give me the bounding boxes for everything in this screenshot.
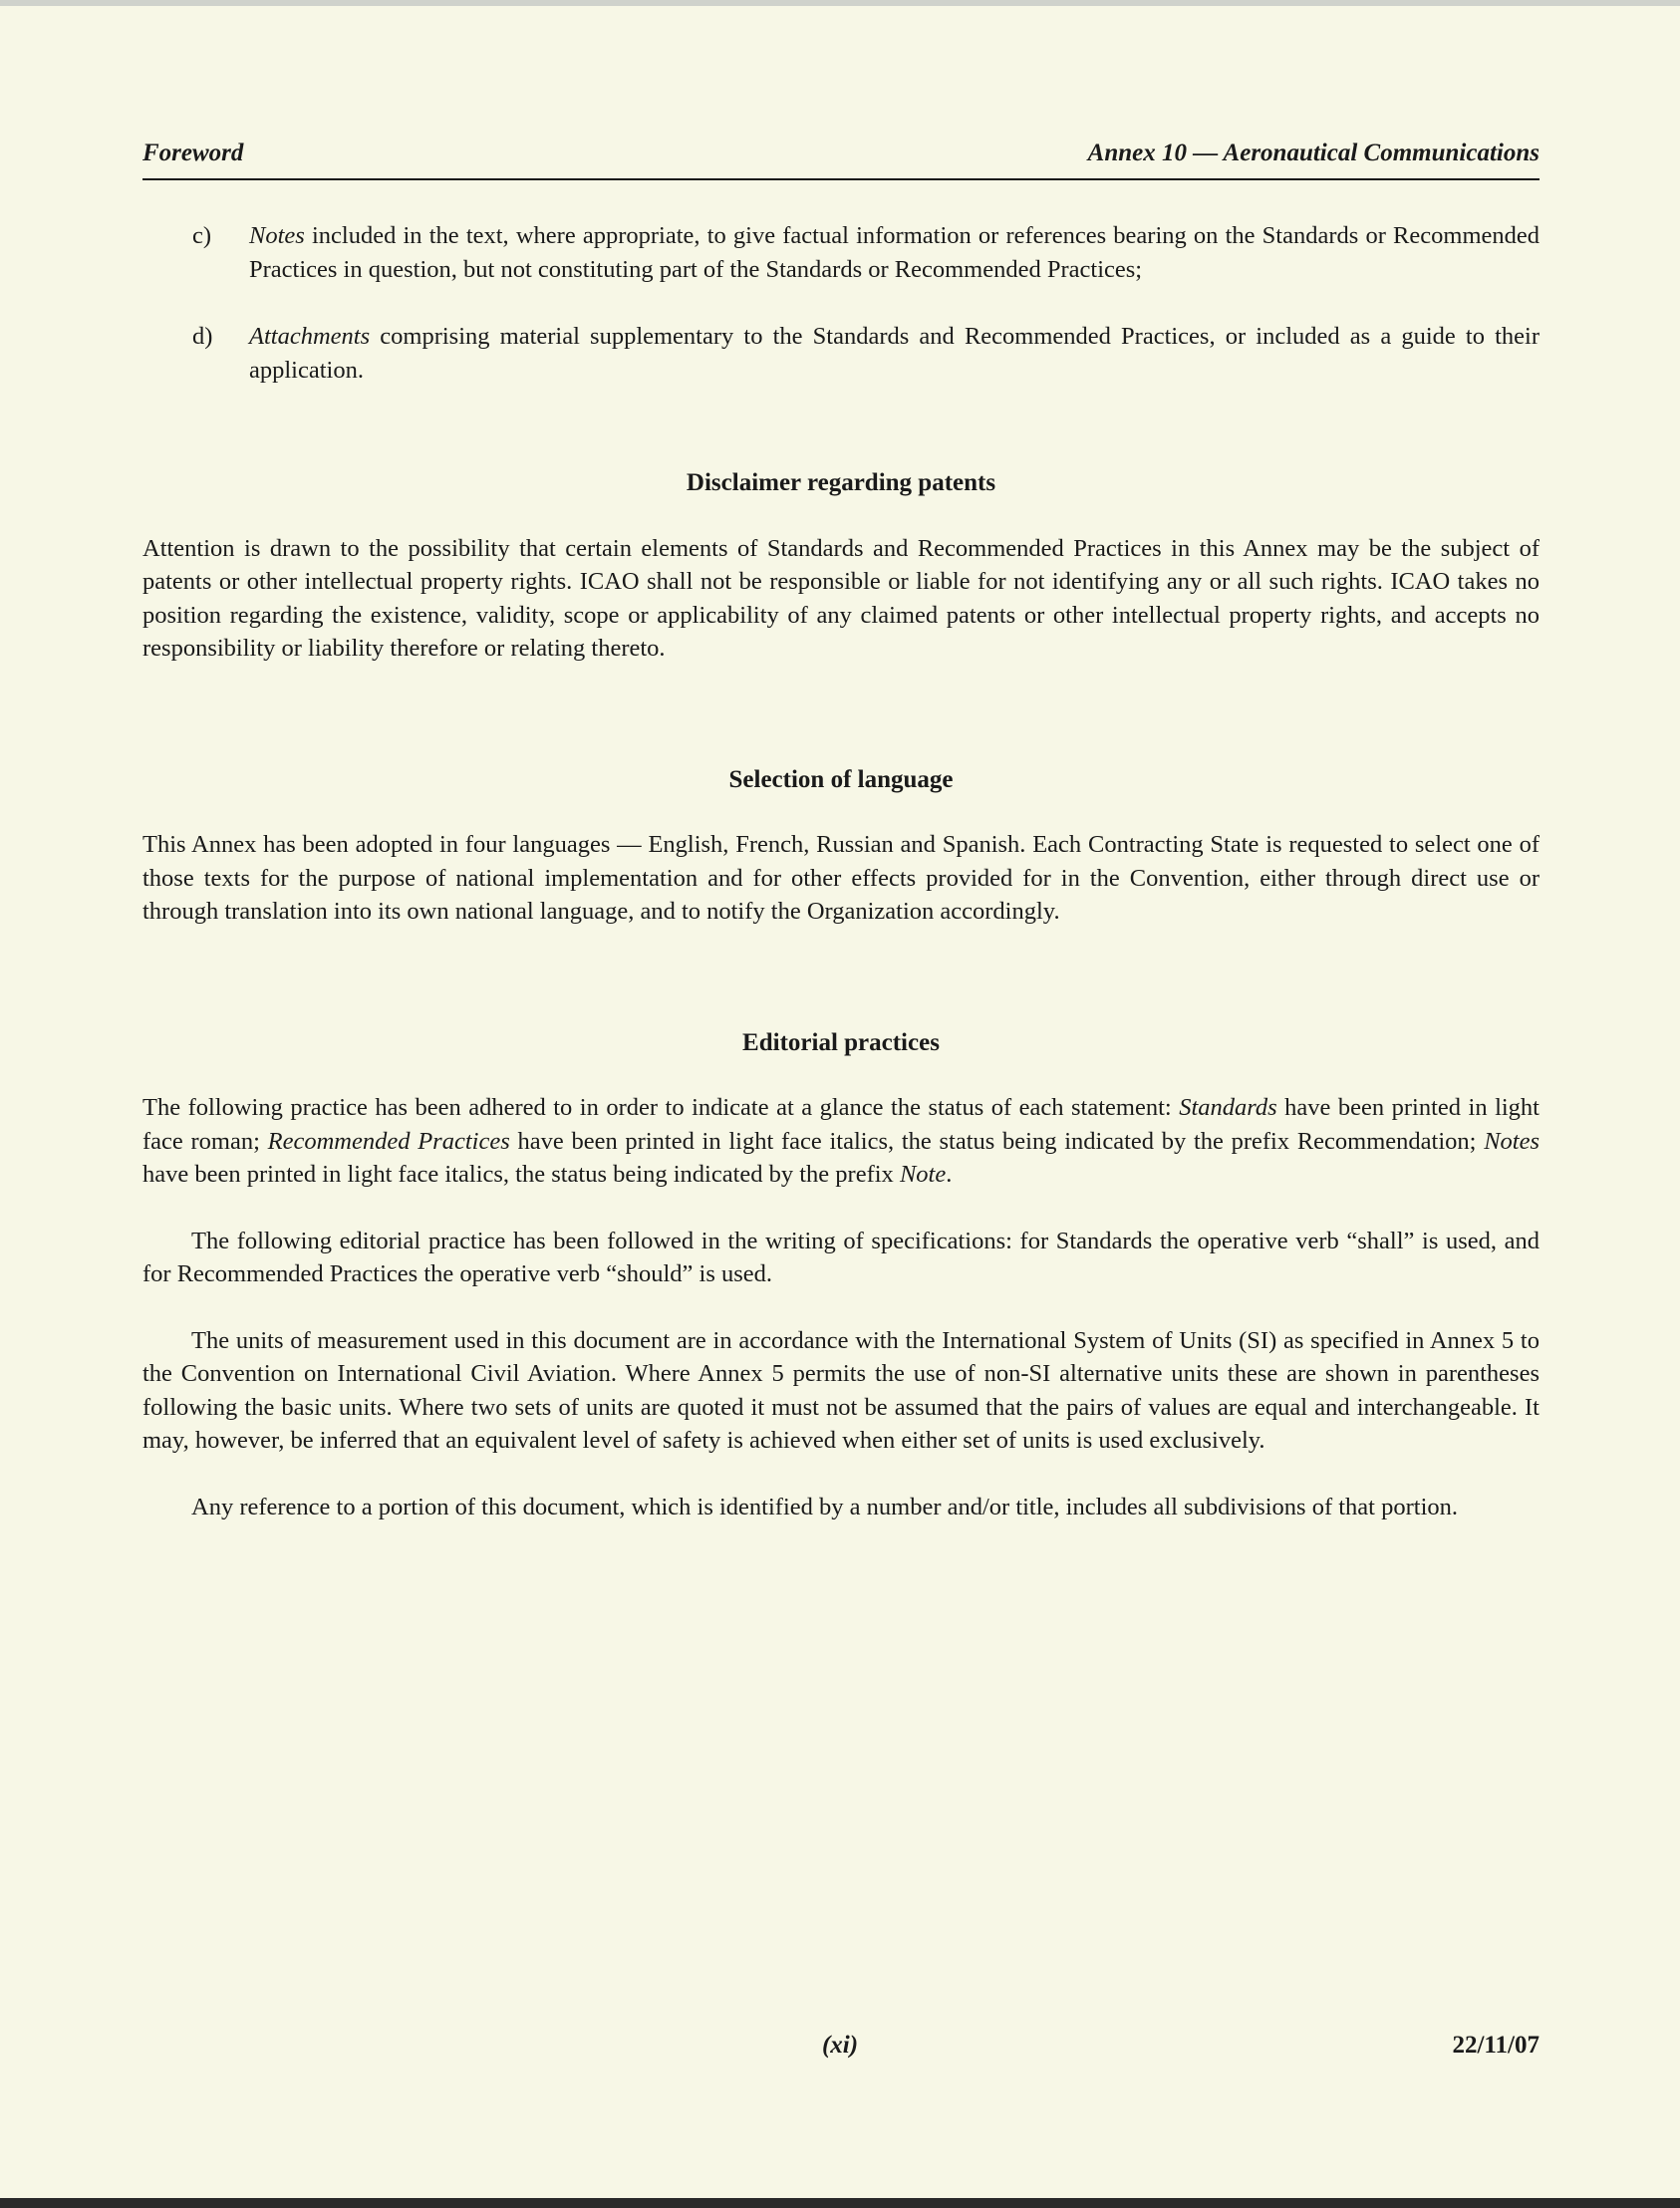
list-item-text: comprising material supplementary to the Standards and Recommended Practices, or included as a guide to their application. <box>249 323 1540 384</box>
list-item-d <box>142 320 1540 387</box>
text-run: have been printed in light face italics, the status being indicated by the prefix <box>142 1161 900 1188</box>
page-number: (xi) <box>821 2032 859 2059</box>
page-content <box>142 219 1540 1523</box>
list-item-c <box>142 219 1540 286</box>
text-run: have been printed in light face roman; <box>142 1094 1540 1155</box>
italic-run: Note <box>899 1161 947 1188</box>
italic-run: Standards <box>1179 1094 1277 1121</box>
list-item-text: included in the text, where appropriate, to give factual information or references bearing on the Standards or Recommended Practices in question, but not constituting part of the Standards or Recommended Practices; <box>249 222 1540 283</box>
language-paragraph: This Annex has been adopted in four languages — English, French, Russian and Spanish. Each Contracting State is requested to select one of those texts for the purpose of national implementation and for other effects provided for in the Convention, either through direct use or through translation into its own national language, and to notify the Organization accordingly. <box>142 831 1540 925</box>
disclaimer-paragraph: Attention is drawn to the possibility that certain elements of Standards and Recommended Practices in this Annex may be the subject of patents or other intellectual property rights. ICAO shall not be responsible or liable for not identifying any or all such rights. ICAO takes no position regarding the existence, validity, scope or applicability of any claimed patents or other intellectual property rights, and accepts no responsibility or liability therefore or relating thereto. <box>142 534 1540 662</box>
text-run: . <box>946 1161 953 1188</box>
editorial-paragraph-3: The units of measurement used in this document are in accordance with the International System of Units (SI) as specified in Annex 5 to the Convention on International Civil Aviation. Where Annex 5 permits the use of non-SI alternative units these are shown in parentheses following the basic units. Where two sets of units are quoted it must not be assumed that the pairs of values are equal and interchangeable. It may, however, be inferred that an equivalent level of safety is achieved when either set of units is used exclusively. <box>142 1326 1540 1454</box>
editorial-heading: Editorial practices <box>742 1028 940 1056</box>
editorial-paragraph-1 <box>142 1091 1540 1192</box>
scan-bottom-edge <box>0 2198 1680 2208</box>
list-item-lead: Attachments <box>249 323 371 350</box>
scan-top-edge <box>0 0 1680 6</box>
footer-date: 22/11/07 <box>1452 2032 1540 2059</box>
disclaimer-heading: Disclaimer regarding patents <box>686 469 996 496</box>
language-heading: Selection of language <box>728 765 954 793</box>
page-header <box>142 139 1540 179</box>
list-item-body <box>249 219 1540 286</box>
list-marker: d) <box>192 323 213 350</box>
editorial-paragraph-2: The following editorial practice has been followed in the writing of specifications: for Standards the operative verb “shall” is used, and for Recommended Practices the operative verb “should” is used. <box>142 1227 1540 1287</box>
italic-run: Notes <box>1484 1127 1540 1155</box>
list-item-body <box>249 320 1540 387</box>
list-item-lead: Notes <box>249 222 305 249</box>
editorial-paragraph-4: Any reference to a portion of this document, which is identified by a number and/or title, includes all subdivisions of that portion. <box>191 1493 1458 1520</box>
text-run: The following practice has been adhered to in order to indicate at a glance the status of each statement: <box>142 1094 1180 1121</box>
text-run: have been printed in light face italics, the status being indicated by the prefix Recommendation; <box>509 1127 1485 1155</box>
header-rule <box>142 178 1540 180</box>
header-section-title: Foreword <box>142 139 244 166</box>
italic-run: Recommended Practices <box>267 1127 510 1155</box>
list-marker: c) <box>192 222 212 249</box>
header-document-title: Annex 10 — Aeronautical Communications <box>1087 139 1540 166</box>
